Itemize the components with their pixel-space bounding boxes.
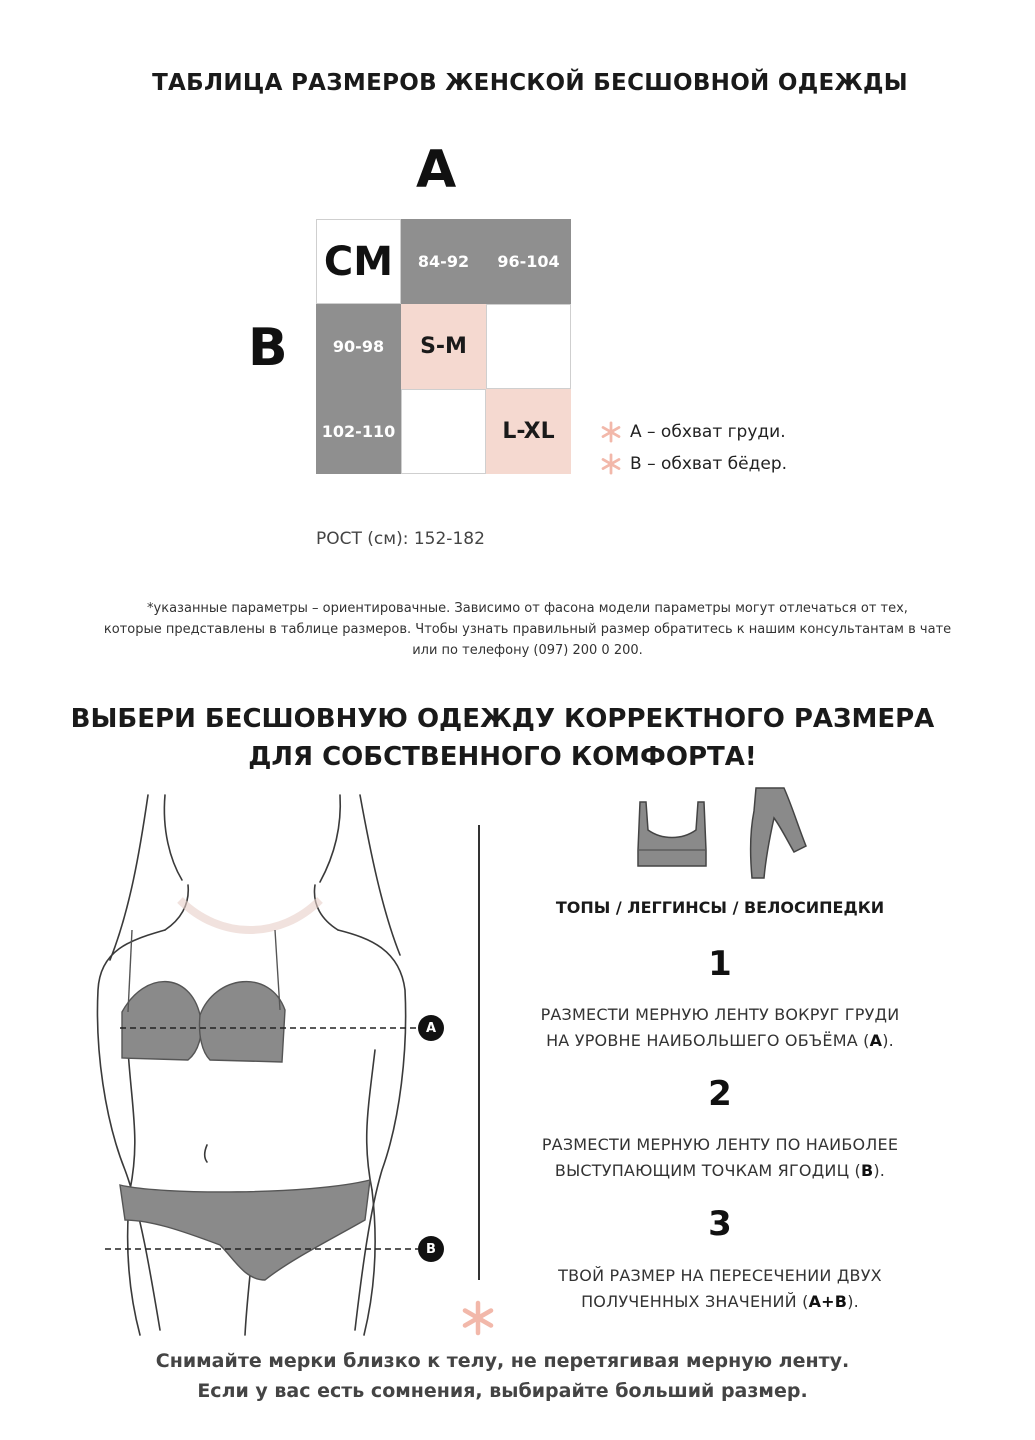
footer-line: Если у вас есть сомнения, выбирайте больший размер. xyxy=(197,1380,808,1402)
category-label: ТОПЫ / ЛЕГГИНСЫ / ВЕЛОСИПЕДКИ xyxy=(555,898,885,917)
page-title: ТАБЛИЦА РАЗМЕРОВ ЖЕНСКОЙ БЕСШОВНОЙ ОДЕЖДЫ xyxy=(152,70,908,96)
asterisk-icon xyxy=(600,421,622,443)
empty-cell xyxy=(486,304,571,389)
size-cell-s-m: S-M xyxy=(401,304,486,389)
leggings-icon xyxy=(742,786,812,881)
disclaimer-line: которые представлены в таблице размеров. Чтобы узнать правильный размер обратитесь к нашим консультантам в чате xyxy=(103,622,952,637)
legend-item-a xyxy=(600,421,786,443)
column-header-cell: 96-104 xyxy=(486,219,571,304)
axis-a-label: A xyxy=(416,140,457,200)
step-line: РАЗМЕСТИ МЕРНУЮ ЛЕНТУ ВОКРУГ ГРУДИ xyxy=(540,1005,900,1024)
step-line: НА УРОВНЕ НАИБОЛЬШЕГО ОБЪЁМА (А). xyxy=(546,1031,894,1050)
section-divider xyxy=(478,825,480,1280)
marker-b-icon: B xyxy=(418,1236,444,1262)
footer-line: Снимайте мерки близко к телу, не перетягивая мерную ленту. xyxy=(155,1350,850,1372)
step-line: ВЫСТУПАЮЩИМ ТОЧКАМ ЯГОДИЦ (В). xyxy=(554,1161,886,1180)
disclaimer xyxy=(60,598,995,661)
column-header-cell: 84-92 xyxy=(401,219,486,304)
asterisk-icon xyxy=(600,453,622,475)
footer-note xyxy=(0,1346,1005,1406)
step-number: 2 xyxy=(708,1074,732,1114)
axis-b-label: B xyxy=(248,318,288,378)
size-table xyxy=(316,219,572,475)
unit-cell: СМ xyxy=(316,219,401,304)
row-header-cell: 90-98 xyxy=(316,304,401,389)
asterisk-icon xyxy=(460,1300,496,1336)
step-number: 3 xyxy=(708,1204,732,1244)
headline-line: ВЫБЕРИ БЕСШОВНУЮ ОДЕЖДУ КОРРЕКТНОГО РАЗМЕРА xyxy=(70,704,935,734)
sports-top-icon xyxy=(632,800,712,870)
step-number: 1 xyxy=(708,944,732,984)
size-cell-l-xl: L-XL xyxy=(486,389,571,474)
legend-text: А – обхват груди. xyxy=(630,422,786,442)
step-line: РАЗМЕСТИ МЕРНУЮ ЛЕНТУ ПО НАИБОЛЕЕ xyxy=(541,1135,899,1154)
headline-line: ДЛЯ СОБСТВЕННОГО КОМФОРТА! xyxy=(248,742,757,772)
step-text xyxy=(520,1132,920,1184)
step-line: ПОЛУЧЕННЫХ ЗНАЧЕНИЙ (А+В). xyxy=(581,1292,859,1311)
legend-item-b xyxy=(600,453,787,475)
disclaimer-line: *указанные параметры – ориентировачные. Зависимо от фасона модели параметры могут отлечаться от тех, xyxy=(147,601,908,616)
step-text xyxy=(520,1002,920,1054)
body-illustration xyxy=(70,790,470,1340)
empty-cell xyxy=(401,389,486,474)
disclaimer-line: или по телефону (097) 200 0 200. xyxy=(412,643,643,658)
marker-a-icon: A xyxy=(418,1015,444,1041)
row-header-cell: 102-110 xyxy=(316,389,401,474)
step-text xyxy=(520,1263,920,1315)
height-note: РОСТ (см): 152-182 xyxy=(316,529,485,549)
headline xyxy=(0,700,1005,776)
step-line: ТВОЙ РАЗМЕР НА ПЕРЕСЕЧЕНИИ ДВУХ xyxy=(558,1266,882,1285)
legend-text: В – обхват бёдер. xyxy=(630,454,788,474)
